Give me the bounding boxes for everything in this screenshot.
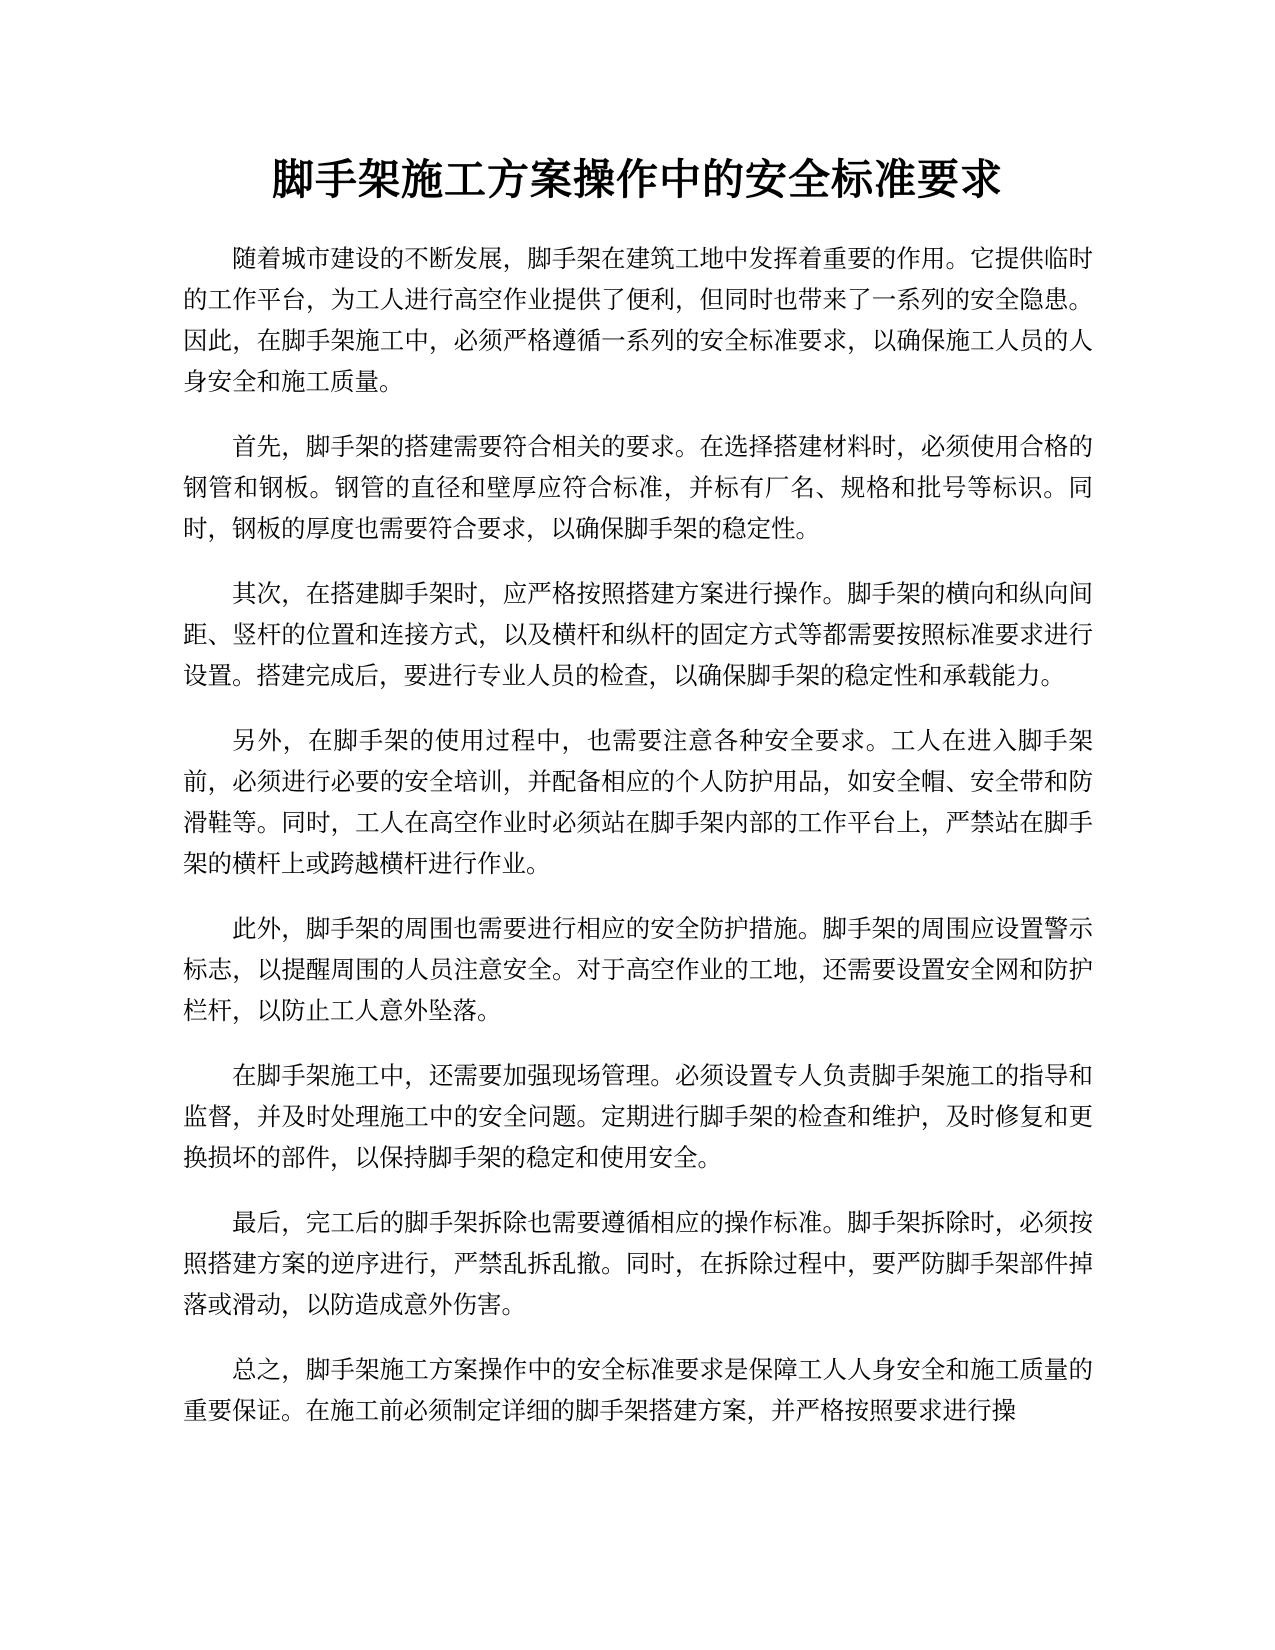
paragraph-protection: 此外，脚手架的周围也需要进行相应的安全防护措施。脚手架的周围应设置警示标志，以提醒周围的人员注意安全。对于高空作业的工地，还需要设置安全网和防护栏杆，以防止工人意外坠落。: [183, 914, 1093, 1025]
paragraph-materials: 首先，脚手架的搭建需要符合相关的要求。在选择搭建材料时，必须使用合格的钢管和钢板。钢管的直径和壁厚应符合标准，并标有厂名、规格和批号等标识。同时，钢板的厚度也需要符合要求，以确保脚手架的稳定性。: [183, 432, 1093, 543]
paragraph-usage: 另外，在脚手架的使用过程中，也需要注意各种安全要求。工人在进入脚手架前，必须进行必要的安全培训，并配备相应的个人防护用品，如安全帽、安全带和防滑鞋等。同时，工人在高空作业时必须站在脚手架内部的工作平台上，严禁站在脚手架的横杆上或跨越横杆进行作业。: [183, 726, 1093, 878]
paragraph-construction: 其次，在搭建脚手架时，应严格按照搭建方案进行操作。脚手架的横向和纵向间距、竖杆的位置和连接方式，以及横杆和纵杆的固定方式等都需要按照标准要求进行设置。搭建完成后，要进行专业人员的检查，以确保脚手架的稳定性和承载能力。: [183, 579, 1093, 690]
document-body: [183, 238, 1093, 1455]
document-title: 脚手架施工方案操作中的安全标准要求: [271, 155, 1003, 204]
paragraph-conclusion: 总之，脚手架施工方案操作中的安全标准要求是保障工人人身安全和施工质量的重要保证。在施工前必须制定详细的脚手架搭建方案，并严格按照要求进行操: [183, 1355, 1093, 1425]
paragraph-intro: 随着城市建设的不断发展，脚手架在建筑工地中发挥着重要的作用。它提供临时的工作平台，为工人进行高空作业提供了便利，但同时也带来了一系列的安全隐患。因此，在脚手架施工中，必须严格遵循一系列的安全标准要求，以确保施工人员的人身安全和施工质量。: [183, 244, 1093, 396]
paragraph-dismantling: 最后，完工后的脚手架拆除也需要遵循相应的操作标准。脚手架拆除时，必须按照搭建方案的逆序进行，严禁乱拆乱撤。同时，在拆除过程中，要严防脚手架部件掉落或滑动，以防造成意外伤害。: [183, 1208, 1093, 1319]
paragraph-management: 在脚手架施工中，还需要加强现场管理。必须设置专人负责脚手架施工的指导和监督，并及时处理施工中的安全问题。定期进行脚手架的检查和维护，及时修复和更换损坏的部件，以保持脚手架的稳定和使用安全。: [183, 1061, 1093, 1172]
